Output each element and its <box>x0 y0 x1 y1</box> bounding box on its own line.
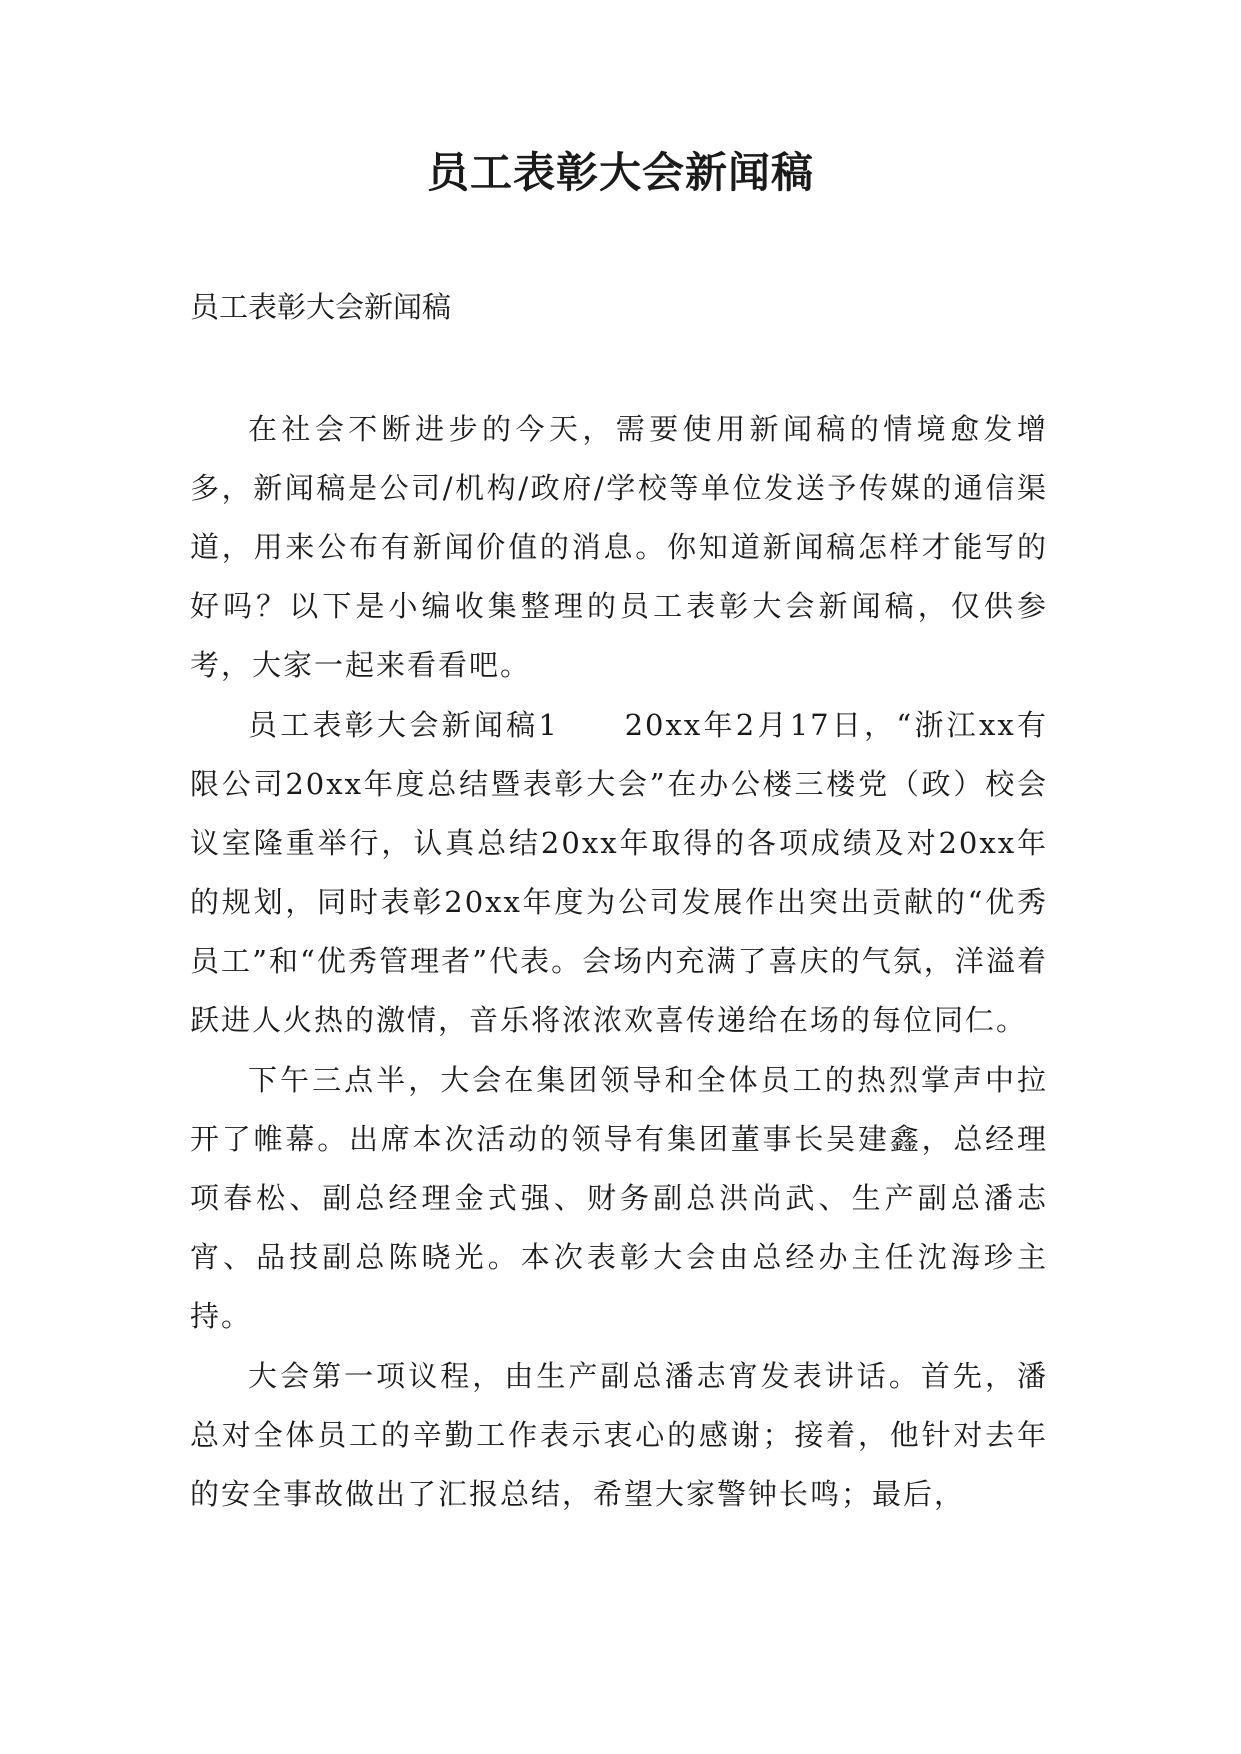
paragraph-agenda-1: 大会第一项议程，由生产副总潘志宵发表讲话。首先，潘总对全体员工的辛勤工作表示衷心的感谢；接着，他针对去年的安全事故做出了汇报总结，希望大家警钟长鸣；最后， <box>190 1359 1048 1511</box>
paragraph-intro: 在社会不断进步的今天，需要使用新闻稿的情境愈发增多，新闻稿是公司/机构/政府/学校等单位发送予传媒的通信渠道，用来公布有新闻价值的消息。你知道新闻稿怎样才能写的好吗？以下是小编收集整理的员工表彰大会新闻稿，仅供参考，大家一起来看看吧。 <box>190 412 1048 682</box>
paragraph-meeting-open: 下午三点半，大会在集团领导和全体员工的热烈掌声中拉开了帷幕。出席本次活动的领导有集团董事长吴建鑫，总经理项春松、副总经理金式强、财务副总洪尚武、生产副总潘志宵、品技副总陈晓光。本次表彰大会由总经办主任沈海珍主持。 <box>190 1063 1048 1333</box>
paragraph-news-1: 员工表彰大会新闻稿1 20xx年2月17日，“浙江xx有限公司20xx年度总结暨表彰大会”在办公楼三楼党（政）校会议室隆重举行，认真总结20xx年取得的各项成绩及对20xx年的规划，同时表彰20xx年度为公司发展作出突出贡献的“优秀员工”和“优秀管理者”代表。会场内充满了喜庆的气氛，洋溢着跃进人火热的激情，音乐将浓浓欢喜传递给在场的每位同仁。 <box>190 708 1048 1037</box>
document-subtitle: 员工表彰大会新闻稿 <box>190 290 452 324</box>
document-title: 员工表彰大会新闻稿 <box>426 148 814 197</box>
document-body <box>190 400 1048 1525</box>
